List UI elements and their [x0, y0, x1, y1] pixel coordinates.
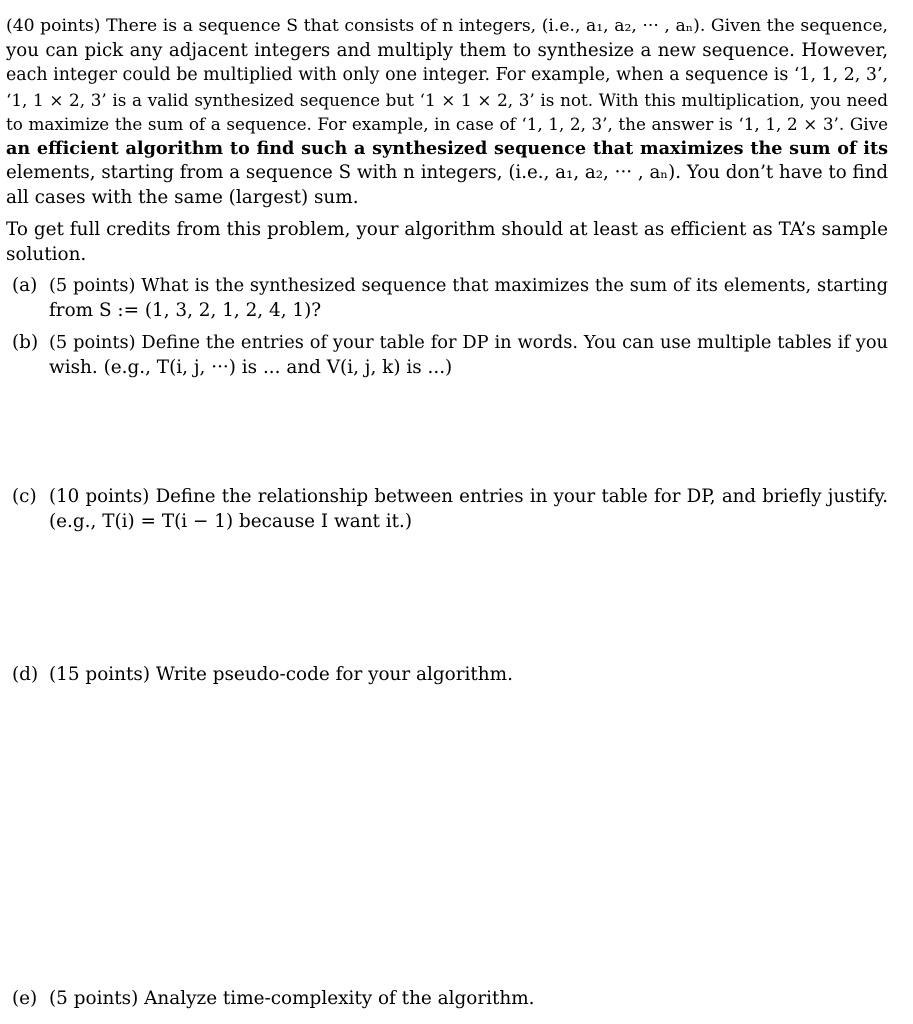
problem-intro	[6, 14, 888, 210]
part-line: wish. (e.g., T(i, j, ···) is ... and V(i, j, k) is ...)	[49, 356, 453, 378]
part-label: (a)	[12, 275, 38, 296]
part-line: (5 points) Define the entries of your table for DP in words. You can use multiple tables if you	[49, 332, 888, 353]
part-label: (c)	[12, 486, 37, 507]
part-line: (15 points) Write pseudo-code for your algorithm.	[49, 664, 513, 685]
intro-line-bold: an efficient algorithm to find such a synthesized sequence that maximizes the sum of its	[6, 137, 888, 159]
intro-line: ‘1, 1 × 2, 3’ is a valid synthesized sequence but ‘1 × 1 × 2, 3’ is not. With this multiplication, you need	[6, 89, 888, 110]
part-label: (d)	[12, 664, 39, 685]
part-label: (b)	[12, 332, 39, 353]
grading-note	[6, 218, 888, 267]
intro-line: all cases with the same (largest) sum.	[6, 186, 359, 208]
problem-statement	[6, 14, 888, 267]
intro-line: each integer could be multiplied with only one integer. For example, when a sequence is ‘1, 1, 2, 3’,	[6, 65, 888, 85]
part-line: (5 points) Analyze time-complexity of the algorithm.	[49, 988, 535, 1009]
intro-line: (40 points) There is a sequence S that consists of n integers, (i.e., a₁, a₂, ··· , aₙ). Given the sequence,	[6, 16, 888, 36]
note-line: solution.	[6, 243, 87, 265]
intro-line: you can pick any adjacent integers and multiply them to synthesize a new sequence. However,	[6, 39, 888, 61]
part-line: (e.g., T(i) = T(i − 1) because I want it.)	[49, 510, 413, 532]
part-label: (e)	[12, 988, 38, 1009]
intro-line: elements, starting from a sequence S with n integers, (i.e., a₁, a₂, ··· , aₙ). You don’t have to find	[6, 162, 888, 183]
note-line: To get full credits from this problem, your algorithm should at least as efficient as TA’s sample	[6, 219, 888, 240]
part-line: (10 points) Define the relationship between entries in your table for DP, and briefly justify.	[49, 486, 888, 507]
part-line: (5 points) What is the synthesized sequence that maximizes the sum of its elements, starting	[49, 275, 888, 296]
part-line: from S := (1, 3, 2, 1, 2, 4, 1)?	[49, 299, 322, 321]
intro-line: to maximize the sum of a sequence. For example, in case of ‘1, 1, 2, 3’, the answer is ‘1, 1, 2 × 3’. Give	[6, 114, 888, 134]
